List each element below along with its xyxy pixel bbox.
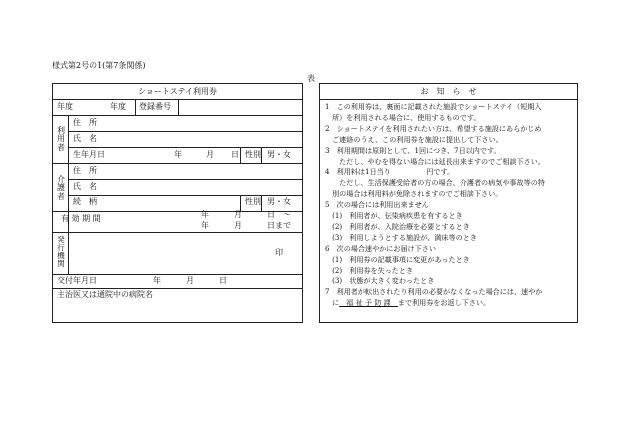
notice-line: 別の場合は利用料が免除されますのでご相談下さい。 (325, 189, 503, 199)
validity-from-month: 月 (234, 210, 242, 219)
attending-doctor-label: 主治医又は通院中の病院名 (57, 290, 153, 299)
caregiver-sex-options: 男・女 (267, 197, 291, 206)
short-stay-ticket (52, 83, 303, 323)
validity-to-year: 年 (201, 221, 209, 230)
issuer-group-label: 発 行 機 関 (57, 235, 65, 268)
validity-from-day: 日 〜 (267, 210, 291, 219)
notice-line: (3) 状態が大きく変わったとき (325, 276, 435, 286)
notice-line: 2 ショートステイを利用されたい方は、希望する施設にあらかじめ (325, 123, 542, 133)
notice-panel (319, 83, 578, 323)
notice-line: ただし、生活保護受給者の方の場合、介護者の病気や事故等の特 (325, 178, 545, 188)
user-address-label: 住 所 (73, 118, 97, 127)
notice-line: ご連絡のうえ、この利用券を施設に提出して下さい。 (325, 134, 503, 144)
notice-line: 所）を利用される場合に、使用するものです。 (325, 112, 481, 122)
validity-to-month: 月 (234, 221, 242, 230)
user-group-label: 利 用 者 (57, 126, 65, 152)
notice-line: 5 次の場合には利用出来ません (325, 200, 429, 210)
notice-line: (2) 利用券を失ったとき (325, 265, 414, 275)
user-name-label: 氏 名 (73, 134, 97, 143)
notice-line: (2) 利用者が、入院治療を必要とするとき (325, 221, 470, 231)
birth-date-label: 生年月日 (73, 150, 105, 159)
notice-line: 4 利用料は1日当り 円です。 (325, 167, 455, 177)
birth-month-unit: 月 (206, 150, 214, 159)
issue-date-label: 交付年月日 (57, 276, 97, 285)
validity-to-day: 日まで (267, 221, 291, 230)
notice-line: (1) 利用券の記載事項に変更があったとき (325, 254, 470, 264)
notice-line: (3) 利用しようとする施設が、満床等のとき (325, 232, 477, 242)
validity-label: 有 効 期 間 (61, 214, 101, 223)
relationship-label: 続 柄 (73, 197, 97, 206)
notice-line: に 福 祉 予 防 課 まで利用券をお返し下さい。 (325, 298, 491, 308)
registration-number-label: 登録番号 (139, 102, 171, 111)
front-side-mark: 表 (307, 74, 315, 83)
user-sex-label: 性別 (245, 150, 261, 159)
year-label: 年度 (110, 102, 126, 111)
issue-month-unit: 月 (186, 276, 194, 285)
welfare-prevention-division: 福 祉 予 防 課 (339, 298, 398, 308)
birth-year-unit: 年 (174, 150, 182, 159)
user-sex-options: 男・女 (267, 150, 291, 159)
notice-line: 7 利用者が転出されたり利用の必要がなくなった場合には、速やか (325, 287, 543, 297)
ticket-title: ショートステイ利用券 (137, 87, 218, 96)
issue-year-unit: 年 (153, 276, 161, 285)
validity-from-year: 年 (201, 210, 209, 219)
caregiver-sex-label: 性別 (245, 197, 261, 206)
issue-day-unit: 日 (219, 276, 227, 285)
caregiver-group-label: 介 護 者 (57, 175, 65, 201)
notice-title: お 知 ら せ (420, 87, 477, 96)
fiscal-year-label: 年度 (57, 102, 73, 111)
caregiver-address-label: 住 所 (73, 166, 97, 175)
notice-line: (1) 利用者が、伝染病疾患を有するとき (325, 211, 463, 220)
birth-day-unit: 日 (231, 150, 239, 159)
caregiver-name-label: 氏 名 (73, 182, 97, 191)
notice-line: ただし、やむを得ない場合には延長出来ますのでご相談下さい。 (325, 156, 545, 166)
seal-mark: 印 (275, 248, 283, 257)
notice-line: 1 この利用券は、裏面に記載された施設でショートステイ（短期入 (325, 102, 542, 111)
notice-line: 6 次の場合速やかにお届け下さい (325, 243, 436, 253)
notice-line: 3 利用期間は原則として、1回につき、7日以内です。 (325, 145, 501, 155)
form-number: 様式第2号の1(第7条関係) (52, 61, 146, 70)
